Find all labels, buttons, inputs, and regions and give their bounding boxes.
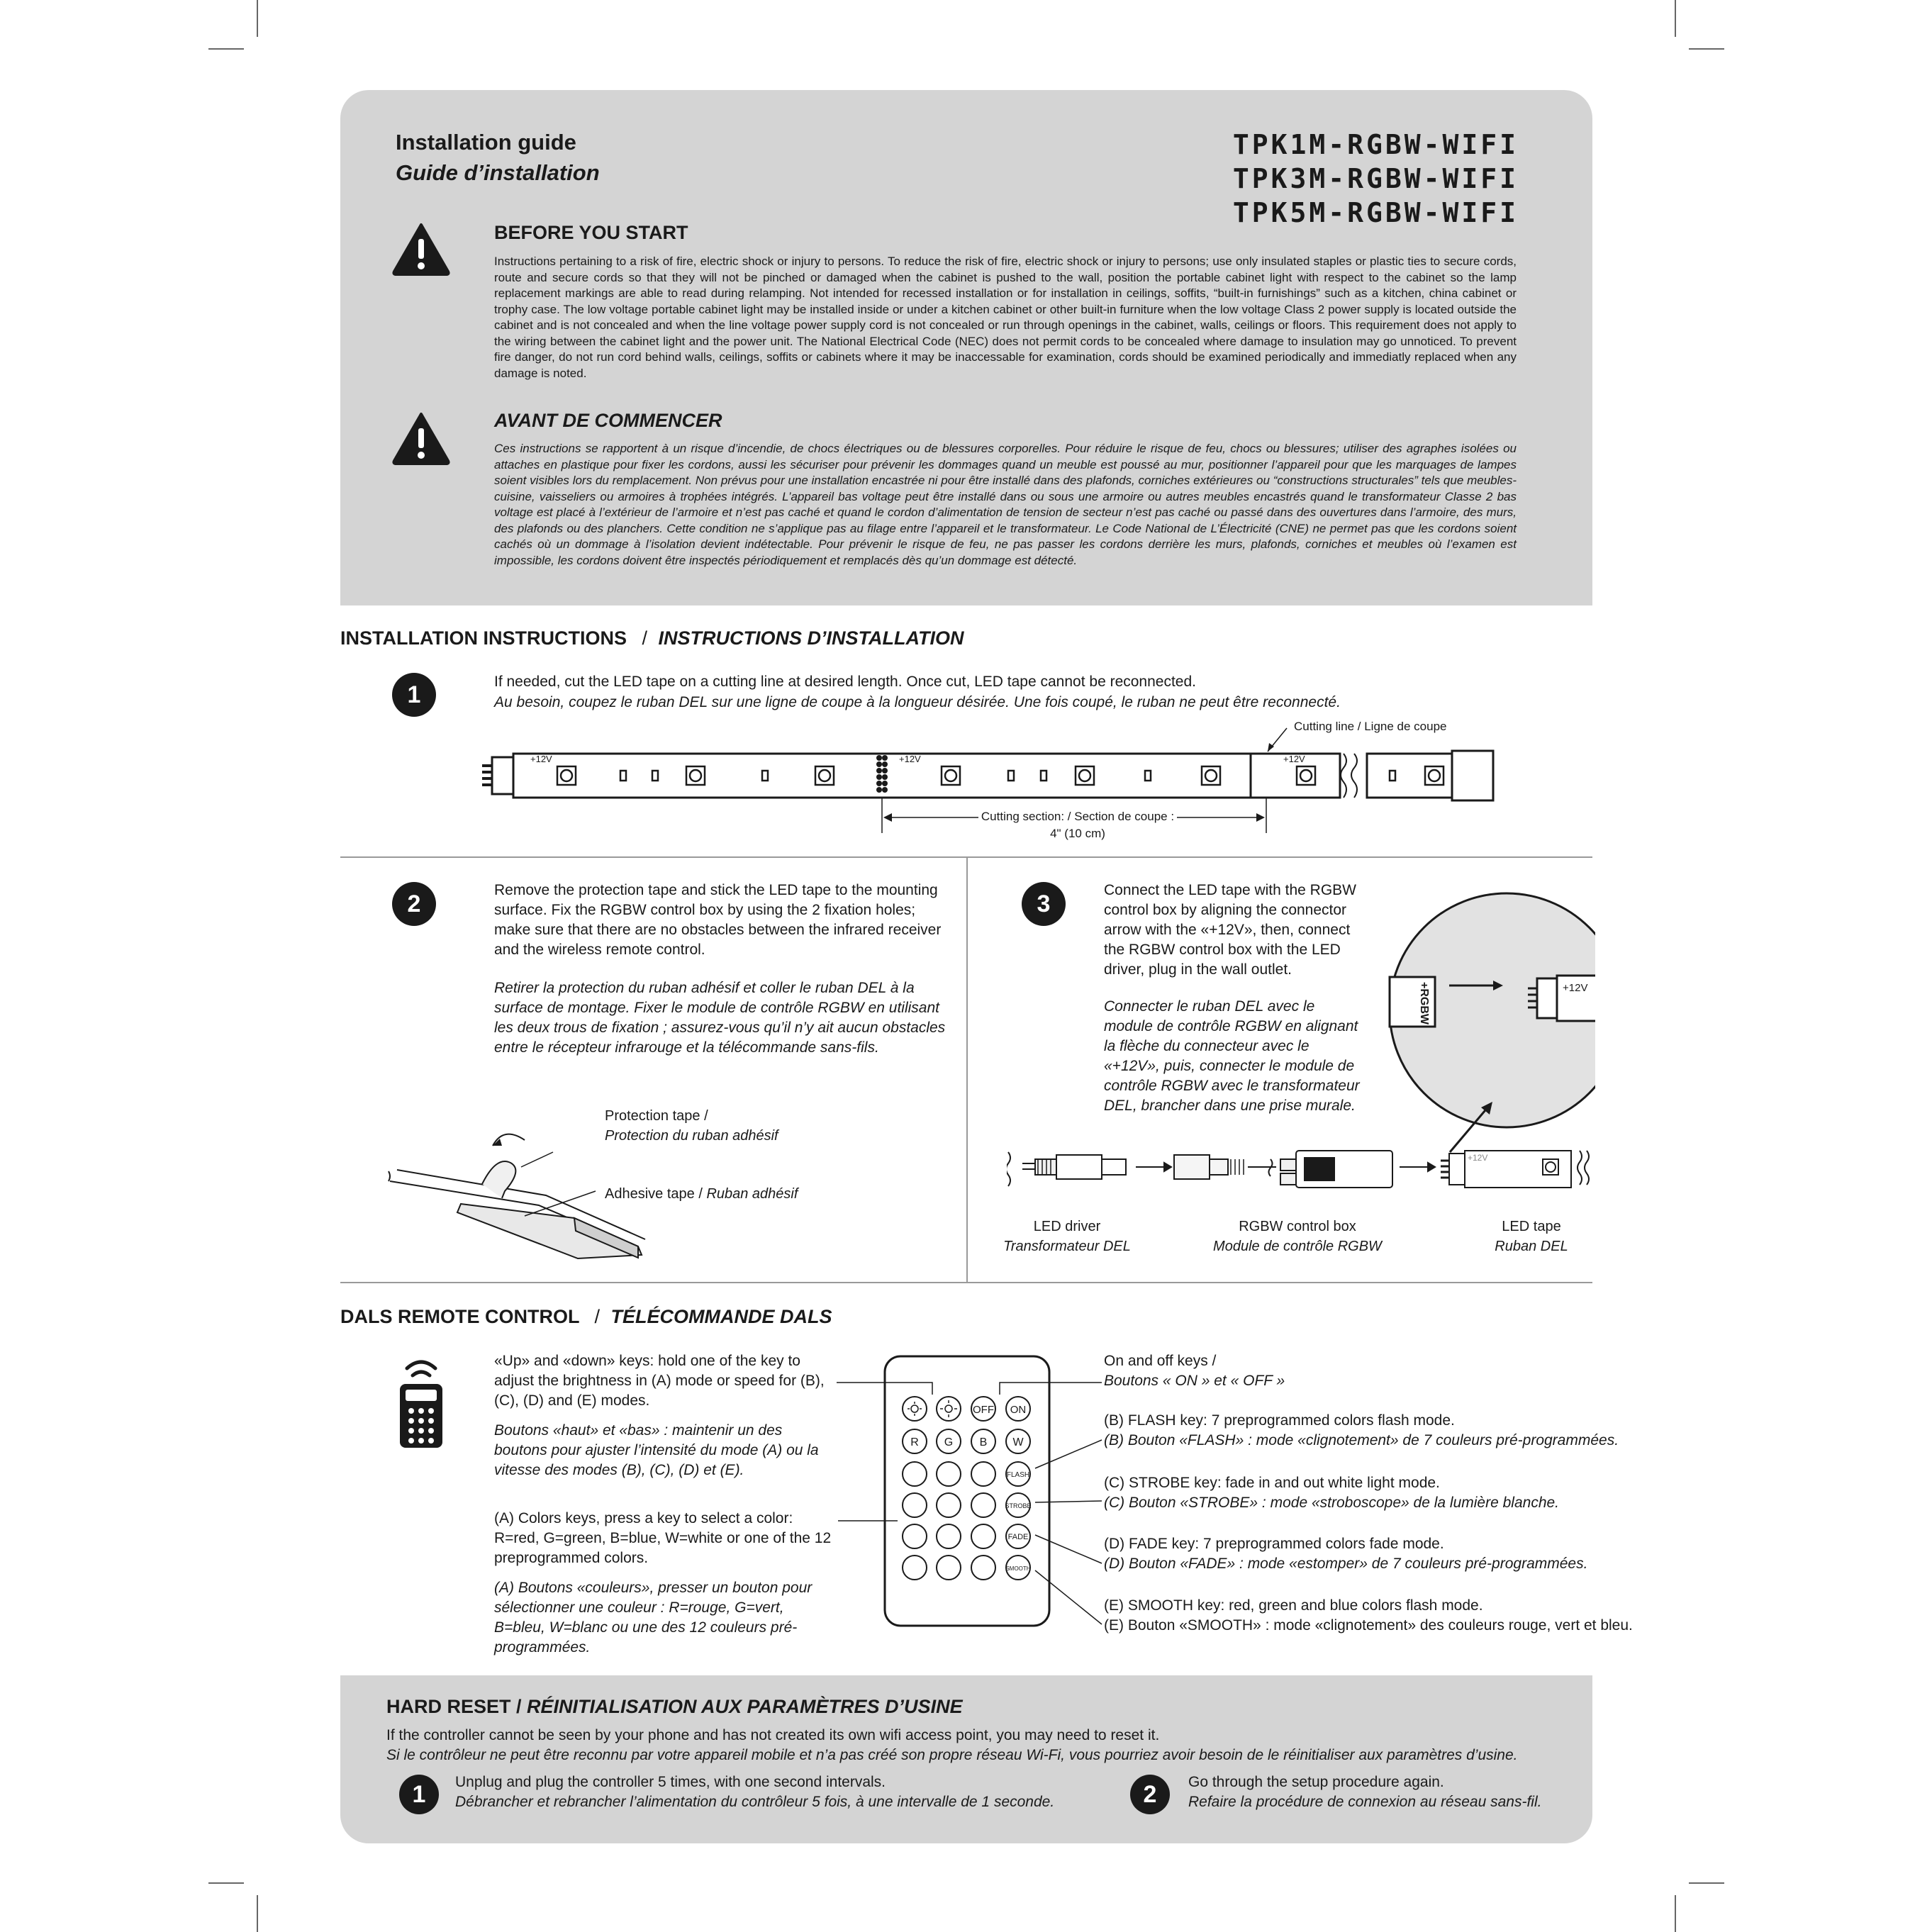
smooth-fr: (E) Bouton «SMOOTH» : mode «clignotement» des couleurs rouge, vert et bleu. bbox=[1104, 1617, 1633, 1634]
sku-list bbox=[1233, 128, 1519, 230]
plus12-label: +12V bbox=[530, 754, 552, 764]
crop-mark bbox=[1689, 48, 1724, 50]
plus12-label: +12V bbox=[1283, 754, 1305, 764]
legend-led-tape-en: LED tape bbox=[1502, 1219, 1561, 1234]
legend-led-tape bbox=[1461, 1217, 1602, 1256]
legend-led-driver bbox=[996, 1217, 1138, 1256]
reset-step1-en: Unplug and plug the controller 5 times, with one second intervals. bbox=[455, 1774, 886, 1790]
legend-led-driver-fr: Transformateur DEL bbox=[1003, 1239, 1131, 1254]
cutting-section-line2: 4" (10 cm) bbox=[1050, 827, 1105, 840]
step2-text-fr: Retirer la protection du ruban adhésif et coller le ruban DEL à la surface de montage. Fixer le module de contrôle RGBW en utilisant les deux trous de fixation ; assurez-vous qu’il n’y ait aucun obstacles entre le récepteur infrarouge et la télécommande sans-fils. bbox=[494, 980, 946, 1056]
crop-mark bbox=[1675, 1895, 1676, 1932]
cutting-section-label bbox=[978, 808, 1177, 842]
install-heading bbox=[340, 627, 964, 649]
cutting-line-label: Cutting line / Ligne de coupe bbox=[1294, 720, 1447, 733]
remote-key-r: R bbox=[910, 1436, 919, 1448]
title-en: Installation guide bbox=[396, 130, 576, 155]
sku-1: TPK1M-RGBW-WIFI bbox=[1232, 129, 1519, 160]
reset-step2-fr: Refaire la procédure de connexion au réseau sans-fil. bbox=[1188, 1794, 1542, 1810]
heading-separator: / bbox=[642, 627, 648, 649]
crop-mark bbox=[257, 1895, 258, 1932]
remote-icon bbox=[393, 1353, 450, 1452]
step3-text-fr: Connecter le ruban DEL avec le module de contrôle RGBW en alignant la flèche du connecteur avec le «+12V», puis, connecter le module de contrôle RGBW avec le transformateur DEL, brancher dans une prise murale. bbox=[1104, 998, 1360, 1114]
legend-led-tape-fr: Ruban DEL bbox=[1495, 1239, 1568, 1254]
crop-mark bbox=[1675, 0, 1676, 37]
step-number: 3 bbox=[1022, 882, 1066, 926]
crop-mark bbox=[208, 1882, 244, 1884]
warning-title-en: BEFORE YOU START bbox=[494, 222, 688, 243]
adhesive-tape-fr: Ruban adhésif bbox=[706, 1186, 798, 1202]
remote-key-off: OFF bbox=[973, 1404, 994, 1416]
crop-mark bbox=[257, 0, 258, 37]
warning-icon bbox=[391, 222, 451, 276]
protection-tape-label bbox=[605, 1106, 778, 1146]
onoff-label bbox=[1104, 1351, 1285, 1391]
plus12-label: +12V bbox=[899, 754, 921, 764]
legend-control-box-fr: Module de contrôle RGBW bbox=[1213, 1239, 1382, 1254]
crop-mark bbox=[1689, 1882, 1724, 1884]
flash-label bbox=[1104, 1411, 1619, 1451]
reset-step2-en: Go through the setup procedure again. bbox=[1188, 1774, 1444, 1790]
warning-icon bbox=[391, 411, 451, 465]
warning-body-en: Instructions pertaining to a risk of fire, electric shock or injury to persons. To reduce the risk of fire, electric shock or injury to persons; use only insulated staples or plastic ties to secure cords, route and secure cords so that they will not be pinched or damaged when the cabinet is pushed to the wall, position the portable cabinet light with respect to the cabinet so the lamp replacement markings are able to read during relamping. Not intended for recessed installation or for installation in ceilings, soffits, “built-in furnishings” such as a kitchen, china cabinet or trophy case. The low voltage portable cabinet light may be installed inside or under a kitchen cabinet or other built-in furniture when the low voltage Class 2 power supply is located outside the cabinet and is not concealed and when the line voltage power supply cord is not concealed or run through openings in the cabinet, walls, ceilings or floors. This requirement does not apply to the wiring between the cabinet light and the power unit. The National Electrical Code (NEC) does not permit cords to be concealed where damage to insulation may go unnoticed. To prevent fire danger, do not run cord behind walls, ceilings, soffits or cabinets where it may be inaccessable for examination, cords should be examined periodically and immediatly replaced when any damage is noted. bbox=[494, 255, 1517, 380]
title-fr: Guide d’installation bbox=[396, 160, 600, 185]
step-number: 2 bbox=[392, 882, 436, 926]
onoff-en: On and off keys / bbox=[1104, 1353, 1217, 1369]
step3-text-en: Connect the LED tape with the RGBW control box by aligning the connector arrow with the «+12V», then, connect the RGBW control box with the LED driver, plug in the wall outlet. bbox=[1104, 882, 1357, 978]
remote-heading bbox=[340, 1306, 832, 1328]
remote-key-on: ON bbox=[1010, 1404, 1027, 1416]
step1-text-fr: Au besoin, coupez le ruban DEL sur une ligne de coupe à la longueur désirée. Une fois coupé, le ruban ne peut être reconnecté. bbox=[494, 694, 1341, 710]
reset-step-number: 2 bbox=[1130, 1775, 1170, 1814]
remote-key-b: B bbox=[979, 1436, 988, 1448]
updown-fr: Boutons «haut» et «bas» : maintenir un des boutons pour ajuster l’intensité du mode (A) ou la vitesse des modes (B), (C), (D) et (E). bbox=[494, 1422, 819, 1478]
sku-3: TPK5M-RGBW-WIFI bbox=[1232, 197, 1519, 228]
divider bbox=[340, 1282, 1592, 1283]
step2-text-en: Remove the protection tape and stick the LED tape to the mounting surface. Fix the RGBW control box by using the 2 fixation holes; make sure that there are no obstacles between the infrared receiver and the wireless remote control. bbox=[494, 882, 942, 958]
warning-title-fr: AVANT DE COMMENCER bbox=[494, 410, 722, 431]
strobe-label bbox=[1104, 1473, 1559, 1513]
plus12-label: +12V bbox=[1563, 982, 1588, 994]
adhesive-tape-label bbox=[605, 1184, 798, 1204]
plus12-label: +12V bbox=[1468, 1153, 1488, 1163]
reset-intro-fr: Si le contrôleur ne peut être reconnu par votre appareil mobile et n’a pas créé son propre réseau Wi-Fi, vous pourriez avoir besoin de le réinitialiser aux paramètres d’usine. bbox=[386, 1747, 1518, 1763]
remote-key-strobe: STROBE bbox=[1005, 1502, 1032, 1509]
fade-label bbox=[1104, 1534, 1587, 1574]
strobe-fr: (C) Bouton «STROBE» : mode «stroboscope» de la lumière blanche. bbox=[1104, 1495, 1560, 1511]
remote-key-fade: FADE bbox=[1007, 1533, 1029, 1541]
reset-intro-en: If the controller cannot be seen by your phone and has not created its own wifi access point, you may need to reset it. bbox=[386, 1727, 1160, 1743]
legend-control-box bbox=[1198, 1217, 1397, 1256]
wiring-diagram bbox=[1007, 1138, 1595, 1195]
adhesive-tape-en: Adhesive tape / bbox=[605, 1186, 703, 1202]
reset-heading bbox=[386, 1696, 963, 1718]
smooth-en: (E) SMOOTH key: red, green and blue colors flash mode. bbox=[1104, 1597, 1483, 1614]
legend-led-driver-en: LED driver bbox=[1033, 1219, 1101, 1234]
protection-tape-fr: Protection du ruban adhésif bbox=[605, 1128, 778, 1144]
strobe-en: (C) STROBE key: fade in and out white light mode. bbox=[1104, 1475, 1440, 1491]
install-heading-fr: INSTRUCTIONS D’INSTALLATION bbox=[658, 627, 964, 649]
remote-key-smooth: SMOOTH bbox=[1005, 1565, 1031, 1572]
remote-key-g: G bbox=[944, 1436, 954, 1448]
reset-step-number: 1 bbox=[399, 1775, 439, 1814]
reset-step2 bbox=[1188, 1772, 1541, 1812]
onoff-fr: Boutons « ON » et « OFF » bbox=[1104, 1373, 1285, 1389]
step-number: 1 bbox=[392, 673, 436, 717]
remote-key-flash: FLASH bbox=[1006, 1471, 1030, 1479]
remote-heading-en: DALS REMOTE CONTROL bbox=[340, 1306, 579, 1327]
cutting-section-line1: Cutting section: / Section de coupe : bbox=[981, 810, 1175, 823]
legend-control-box-en: RGBW control box bbox=[1239, 1219, 1356, 1234]
fade-en: (D) FADE key: 7 preprogrammed colors fade mode. bbox=[1104, 1536, 1444, 1552]
protection-tape-en: Protection tape / bbox=[605, 1108, 708, 1124]
colors-en: (A) Colors keys, press a key to select a color: R=red, G=green, B=blue, W=white or one of the 12 preprogrammed colors. bbox=[494, 1510, 832, 1566]
crop-mark bbox=[208, 48, 244, 50]
fade-fr: (D) Bouton «FADE» : mode «estomper» de 7 couleurs pré-programmées. bbox=[1104, 1556, 1588, 1572]
reset-heading-en: HARD RESET / bbox=[386, 1696, 522, 1717]
flash-fr: (B) Bouton «FLASH» : mode «clignotement» de 7 couleurs pré-programmées. bbox=[1104, 1432, 1619, 1448]
step1-text-en: If needed, cut the LED tape on a cutting line at desired length. Once cut, LED tape cannot be reconnected. bbox=[494, 674, 1196, 690]
install-heading-en: INSTALLATION INSTRUCTIONS bbox=[340, 627, 627, 649]
colors-fr: (A) Boutons «couleurs», presser un bouton pour sélectionner une couleur : R=rouge, G=vert, B=bleu, W=blanc ou une des 12 couleurs pré-programmées. bbox=[494, 1580, 813, 1655]
reset-step1 bbox=[455, 1772, 1054, 1812]
vertical-divider bbox=[966, 858, 968, 1282]
remote-key-w: W bbox=[1012, 1436, 1024, 1448]
connection-zoom-illustration bbox=[1383, 886, 1595, 1156]
sku-2: TPK3M-RGBW-WIFI bbox=[1232, 163, 1519, 194]
reset-step1-fr: Débrancher et rebrancher l’alimentation du contrôleur 5 fois, à une intervalle de 1 seconde. bbox=[455, 1794, 1055, 1810]
updown-en: «Up» and «down» keys: hold one of the key to adjust the brightness in (A) mode or speed for (B), (C), (D) and (E) modes. bbox=[494, 1353, 825, 1409]
remote-heading-fr: TÉLÉCOMMANDE DALS bbox=[610, 1306, 832, 1327]
remote-control-diagram bbox=[830, 1351, 1113, 1634]
flash-en: (B) FLASH key: 7 preprogrammed colors flash mode. bbox=[1104, 1412, 1455, 1429]
smooth-label bbox=[1104, 1596, 1633, 1636]
rgbw-label: +RGBW bbox=[1418, 982, 1430, 1024]
reset-heading-fr: RÉINITIALISATION AUX PARAMÈTRES D’USINE bbox=[527, 1696, 963, 1717]
warning-body-fr: Ces instructions se rapportent à un risque d’incendie, de chocs électriques ou de blessures corporelles. Pour réduire le risque de feu, chocs ou blessures; utiliser des agraphes isolées ou attaches en plastique pour fixer les cordons, aussi les sécuriser pour prévenir les dommages quand un meuble est poussé au mur, positionner l’appareil pour que les marquages de lampes soient visibles lors du remplacement. Non prévus pour une installation encastrée ni pour être installé dans des plafonds, corniches extérieures ou “constructions structurales” tels que meubles-cuisine, vaisseliers ou armoires à trophées intégrés. L’appareil bas voltage peut être installé dans ou sous une armoire ou autres meubles encastrés quand le transformateur Classe 2 bas voltage est placé à l’extérieur de l’armoire et n’est pas caché et quand le cordon d’alimentation de tension de secteur n’est pas caché ou passé dans des ouvertures dans l’armoire, des murs, des plafonds ou des planchers. Cette condition ne s’applique pas au filage entre l’appareil et le transformateur. Le Code National de L’Électricité (CNE) ne permet pas que les cordons soient cachés où un dommage à l’isolation devient indétectable. Pour prévenir le risque de feu, ne pas passer les cordons derrière les murs, plafonds, corniches et meubles où l’examen est impossible, les cordons doivent être inspectés périodiquement et remplacés dès qu’un dommage est détecté. bbox=[494, 442, 1517, 567]
heading-separator: / bbox=[594, 1306, 601, 1327]
